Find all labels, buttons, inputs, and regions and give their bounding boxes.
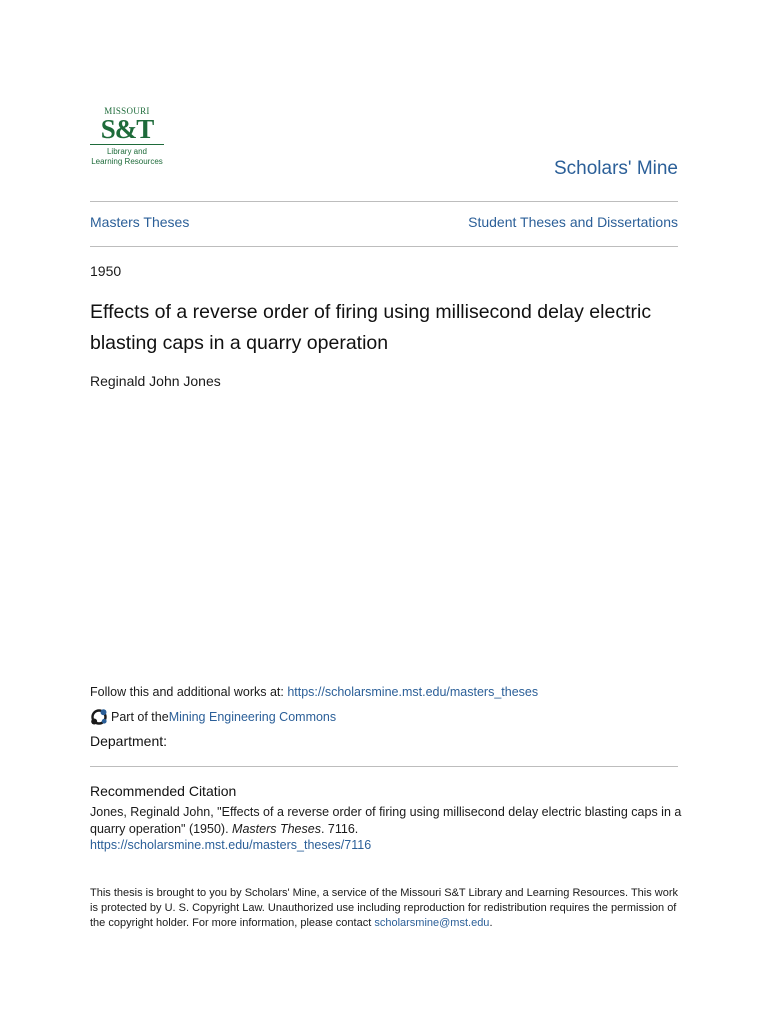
publication-year: 1950: [90, 263, 122, 279]
logo-sub-line-2: Learning Resources: [91, 157, 163, 166]
missouri-st-logo: [90, 106, 164, 182]
part-of-line: [90, 708, 336, 726]
follow-line: [90, 685, 538, 699]
header-divider: [90, 201, 678, 202]
logo-top-text: MISSOURI: [104, 106, 150, 116]
logo-divider: [90, 144, 164, 145]
thesis-title: Effects of a reverse order of firing using millisecond delay electric blasting caps in a quarry operation: [90, 301, 652, 354]
logo-sub-line-1: Library and: [106, 147, 148, 156]
contact-email-link[interactable]: scholarsmine@mst.edu: [374, 917, 490, 929]
mining-engineering-commons-link[interactable]: Mining Engineering Commons: [168, 710, 337, 724]
part-of-text: Part of the: [111, 710, 169, 724]
student-theses-link[interactable]: Student Theses and Dissertations: [468, 214, 678, 230]
author-name: Reginald John Jones: [90, 373, 221, 389]
commons-network-icon: [90, 708, 108, 726]
follow-text: Follow this and additional works at:: [90, 685, 288, 699]
citation-journal: Masters Theses: [232, 822, 321, 836]
logo-mark: S&T: [100, 114, 154, 144]
recommended-citation-heading: Recommended Citation: [90, 783, 237, 799]
citation-url-link[interactable]: https://scholarsmine.mst.edu/masters_theses/7116: [90, 838, 372, 852]
citation-pre: Jones, Reginald John, "Effects of a reverse order of firing using millisecond delay electric blasting caps in a quarry operation" (1950).: [90, 805, 682, 836]
citation-post: . 7116.: [320, 822, 359, 836]
footer-end: .: [489, 917, 493, 929]
scholars-mine-link[interactable]: Scholars' Mine: [553, 158, 678, 179]
copyright-footer: [90, 886, 682, 931]
nav-divider: [90, 246, 678, 247]
footer-text: This thesis is brought to you by Scholars' Mine, a service of the Missouri S&T Library and Learning Resources. This work is protected by U. S. Copyright Law. Unauthorized use including reproduction for redistribution requires the permission of the copyright holder. For more information, please contact: [90, 887, 679, 929]
department-label: Department:: [90, 733, 168, 749]
masters-theses-link[interactable]: Masters Theses: [90, 214, 190, 230]
citation-text: [90, 804, 682, 838]
masters-theses-url-link[interactable]: https://scholarsmine.mst.edu/masters_theses: [287, 685, 539, 699]
citation-divider: [90, 766, 678, 767]
